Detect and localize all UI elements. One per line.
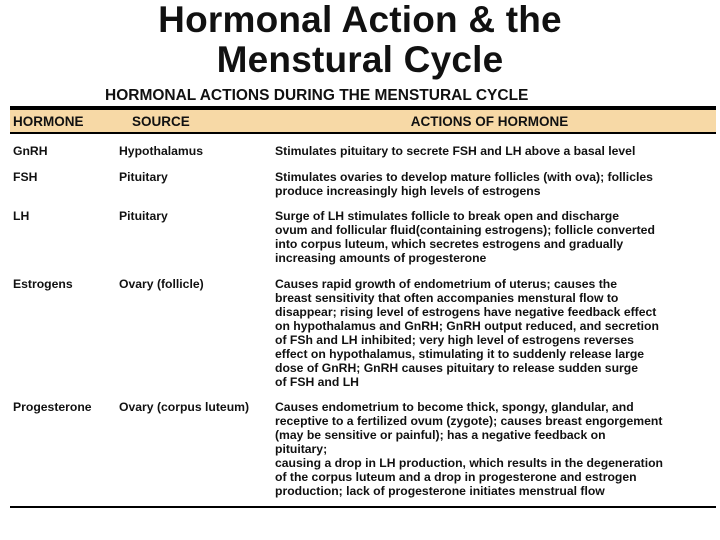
action-line: Surge of LH stimulates follicle to break open and discharge [275, 209, 620, 223]
hormone-cell: Estrogens [13, 277, 73, 291]
action-line: (may be sensitive or painful); has a negative feedback on [275, 428, 606, 442]
action-line: Causes rapid growth of endometrium of uterus; causes the [275, 277, 617, 291]
hormone-cell: GnRH [13, 144, 48, 158]
column-header-hormone: HORMONE [13, 113, 84, 129]
hormone-cell: FSH [13, 170, 38, 184]
action-line: into corpus luteum, which secretes estrogens and gradually [275, 237, 624, 251]
table-row [10, 170, 716, 198]
action-line: dose of GnRH; GnRH causes pituitary to release sudden surge [275, 361, 638, 375]
table-row [10, 209, 716, 265]
action-line: ovum and follicular fluid(containing estrogens); follicle converted [275, 223, 655, 237]
action-line: Stimulates ovaries to develop mature follicles (with ova); follicles [275, 170, 653, 184]
table-header-row [10, 110, 716, 132]
title-line-1: Hormonal Action & the [158, 0, 562, 40]
source-cell: Hypothalamus [119, 144, 203, 158]
action-cell [273, 400, 716, 498]
source-cell: Ovary (corpus luteum) [119, 400, 250, 414]
action-line: breast sensitivity that often accompanies menstural flow to [275, 291, 619, 305]
source-cell: Ovary (follicle) [119, 277, 204, 291]
table-row [10, 400, 716, 498]
source-cell: Pituitary [119, 170, 168, 184]
action-cell [273, 144, 716, 158]
action-line: Causes endometrium to become thick, spongy, glandular, and [275, 400, 634, 414]
table-row [10, 144, 716, 158]
action-cell [273, 277, 716, 389]
action-line: production; lack of progesterone initiates menstrual flow [275, 484, 605, 498]
table-header-rule [10, 132, 716, 134]
hormone-cell: Progesterone [13, 400, 92, 414]
table-bottom-rule [10, 506, 716, 508]
column-header-actions: ACTIONS OF HORMONE [410, 113, 569, 129]
column-header-source: SOURCE [132, 113, 190, 129]
action-line: of FSh and LH inhibited; very high level of estrogens reverses [275, 333, 634, 347]
action-line: produce increasingly high levels of estrogens [275, 184, 541, 198]
hormone-table [10, 87, 716, 508]
action-line: effect on hypothalamus, stimulating it to suddenly release large [275, 347, 645, 361]
action-line: pituitary; [275, 442, 328, 456]
action-cell [273, 209, 716, 265]
hormone-cell: LH [13, 209, 30, 223]
source-cell: Pituitary [119, 209, 168, 223]
action-cell [273, 170, 716, 198]
action-line: on hypothalamus and GnRH; GnRH output reduced, and secretion [275, 319, 659, 333]
action-line: increasing amounts of progesterone [275, 251, 487, 265]
action-line: causing a drop in LH production, which results in the degeneration [275, 456, 664, 470]
table-body [10, 144, 716, 498]
title-line-2: Menstural Cycle [216, 39, 504, 80]
action-line: disappear; rising level of estrogens have negative feedback effect [275, 305, 657, 319]
table-row [10, 277, 716, 389]
action-line: of FSH and LH [275, 375, 359, 389]
table-heading: HORMONAL ACTIONS DURING THE MENSTURAL CYCLE [105, 87, 529, 104]
page-title [0, 0, 720, 80]
action-line: of the corpus luteum and a drop in progesterone and estrogen [275, 470, 637, 484]
action-line: Stimulates pituitary to secrete FSH and LH above a basal level [275, 144, 636, 158]
action-line: receptive to a fertilized ovum (zygote); causes breast engorgement [275, 414, 663, 428]
